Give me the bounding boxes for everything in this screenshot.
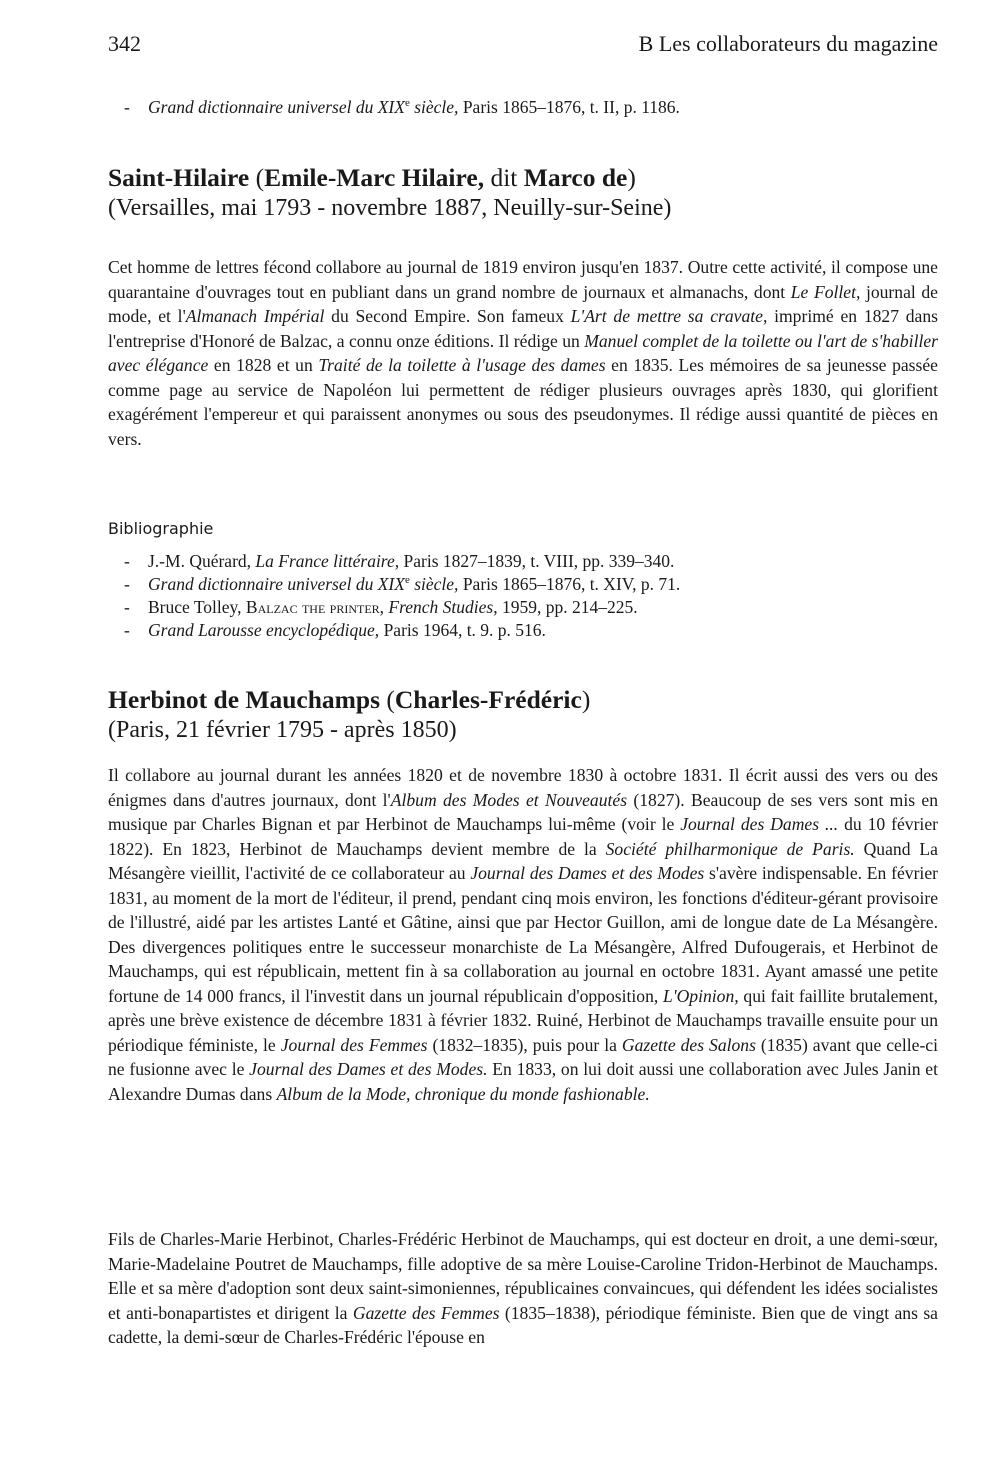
entry-herbinot-body <box>108 763 938 1106</box>
bibliography-item: - Bruce Tolley, Balzac the printer, French Studies, 1959, pp. 214–225. <box>124 597 638 617</box>
page-number: 342 <box>108 31 141 56</box>
page-header <box>108 28 938 60</box>
body-paragraph: Il collabore au journal durant les années 1820 et de novembre 1830 à octobre 1831. Il écrit aussi des vers ou des énigmes dans d'autres journaux, dont l'Album des Modes et Nouveautés (1827). Beaucoup de ses vers sont mis en musique par Charles Bignan et par Herbinot de Mauchamps lui-même (voir le Journal des Dames ... du 10 février 1822). En 1823, Herbinot de Mauchamps devient membre de la Société philharmonique de Paris. Quand La Mésangère vieillit, l'activité de ce collaborateur au Journal des Dames et des Modes s'avère indispensable. En février 1831, au moment de la mort de l'éditeur, il prend, pendant cinq mois environ, les fonctions d'éditeur-gérant provisoire de l'illustré, aidé par les artistes Lanté et Gâtine, ainsi que par Hector Guillon, ami de longue date de La Mésangère. Des divergences politiques entre le successeur monarchiste de La Mésangère, Alfred Dufougerais, et Herbinot de Mauchamps, qui est républicain, mettent fin à sa collaboration au journal en octobre 1831. Ayant amassé une petite fortune de 14 000 francs, il l'investit dans un journal républicain d'opposition, L'Opinion, qui fait faillite brutalement, après une brève existence de décembre 1831 à février 1832. Ruiné, Herbinot de Mauchamps travaille ensuite pour un périodique féministe, le Journal des Femmes (1832–1835), puis pour la Gazette des Salons (1835) avant que celle-ci ne fusionne avec le Journal des Dames et des Modes. En 1833, on lui doit aussi une collaboration avec Jules Janin et Alexandre Dumas dans Album de la Mode, chronique du monde fashionable. <box>108 765 939 1104</box>
entry-saint-hilaire-heading <box>108 162 938 224</box>
bibliography-list <box>108 550 938 642</box>
entry-title: Saint-Hilaire (Emile-Marc Hilaire, dit Marco de) <box>108 163 636 192</box>
citation-title: Grand dictionnaire universel du XIX <box>148 97 405 117</box>
body-paragraph: Fils de Charles-Marie Herbinot, Charles-Frédéric Herbinot de Mauchamps, qui est docteur en droit, a une demi-sœur, Marie-Madelaine Poutret de Mauchamps, fille adoptive de sa mère Louise-Caroline Tridon-Herbinot de Mauchamps. Elle et sa mère d'adoption sont deux saint-simoniennes, républicaines convaincues, qui défendent les idées socialistes et anti-bonapartistes et dirigent la Gazette des Femmes (1835–1838), périodique féministe. Bien que de vingt ans sa cadette, la demi-sœur de Charles-Frédéric l'épouse en <box>108 1229 938 1347</box>
entry-subtitle: (Paris, 21 février 1795 - après 1850) <box>108 717 457 743</box>
entry-herbinot-body-2 <box>108 1227 938 1350</box>
entry-herbinot-heading <box>108 684 938 746</box>
body-paragraph: Cet homme de lettres fécond collabore au journal de 1819 environ jusqu'en 1837. Outre cette activité, il compose une quarantaine d'ouvrages tout en publiant dans un grand nombre de journaux et almanachs, dont Le Follet, journal de mode, et l'Almanach Impérial du Second Empire. Son fameux L'Art de mettre sa cravate, imprimé en 1827 dans l'entreprise d'Honoré de Balzac, a connu onze éditions. Il rédige un Manuel complet de la toilette ou l'art de s'habiller avec élégance en 1828 et un Traité de la toilette à l'usage des dames en 1835. Les mémoires de sa jeunesse passée comme page au service de Napoléon lui permettent de rédiger plusieurs ouvrages après 1830, qui glorifient exagérément l'empereur et qui paraissent anonymes ou sous des pseudonymes. Il rédige aussi quantité de pièces en vers. <box>108 257 939 449</box>
previous-entry-bibliography <box>108 96 938 119</box>
bibliography-item: - J.-M. Quérard, La France littéraire, Paris 1827–1839, t. VIII, pp. 339–340. <box>124 551 675 571</box>
bibliography-item: - Grand Larousse encyclopédique, Paris 1964, t. 9. p. 516. <box>124 620 546 640</box>
entry-subtitle: (Versailles, mai 1793 - novembre 1887, Neuilly-sur-Seine) <box>108 195 672 221</box>
bibliography-item: - Grand dictionnaire universel du XIXe siècle, Paris 1865–1876, t. XIV, p. 71. <box>124 574 681 594</box>
entry-title: Herbinot de Mauchamps (Charles-Frédéric) <box>108 685 591 714</box>
bibliography-section <box>108 518 938 540</box>
bibliography-label: Bibliographie <box>108 519 214 538</box>
running-title: B Les collaborateurs du magazine <box>638 31 938 56</box>
bibliography-item: - Grand dictionnaire universel du XIXe siècle, Paris 1865–1876, t. II, p. 1186. <box>124 97 680 117</box>
entry-saint-hilaire-body <box>108 255 938 451</box>
